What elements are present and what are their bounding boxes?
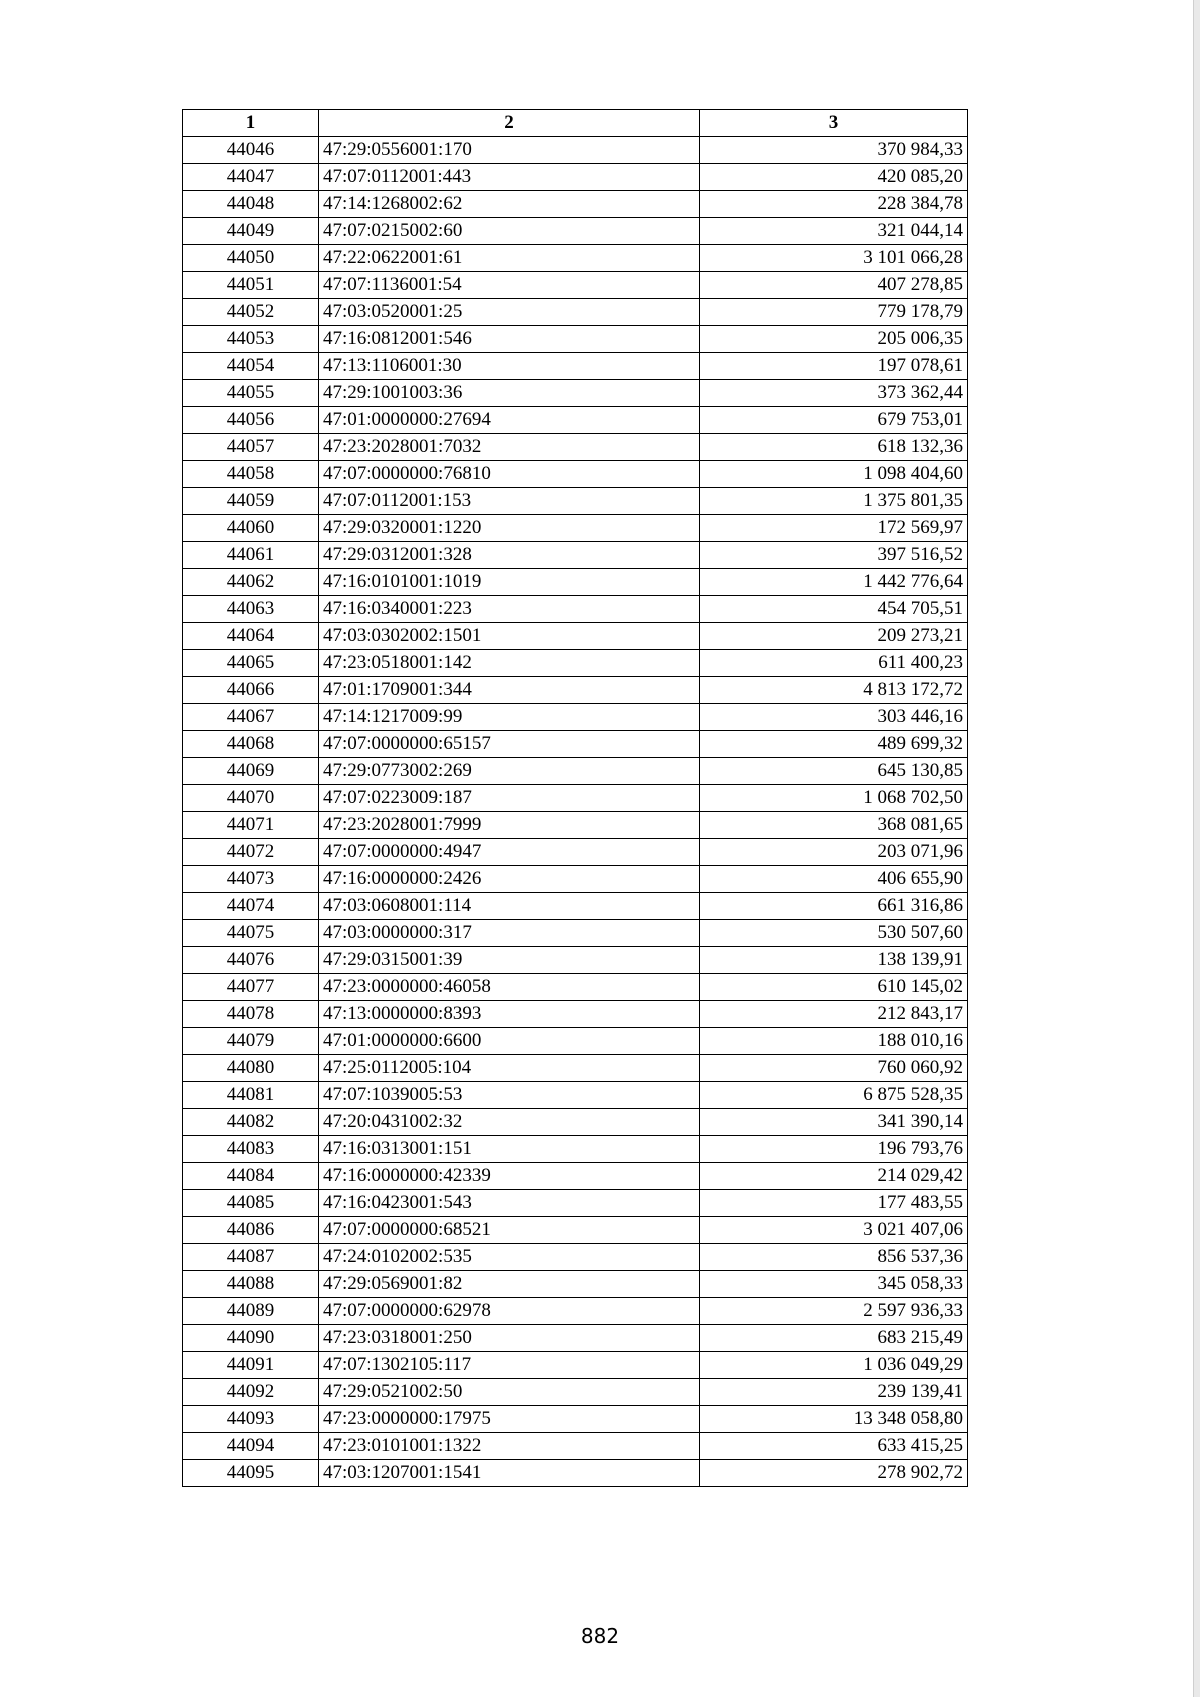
cadastral-value: 679 753,01 [700, 407, 968, 434]
table-row [183, 1271, 968, 1298]
table-row [183, 623, 968, 650]
cadastral-value: 406 655,90 [700, 866, 968, 893]
cadastral-value: 196 793,76 [700, 1136, 968, 1163]
table-row [183, 920, 968, 947]
row-number: 44051 [183, 272, 319, 299]
table-row [183, 218, 968, 245]
cadastral-value: 4 813 172,72 [700, 677, 968, 704]
cadastral-value: 6 875 528,35 [700, 1082, 968, 1109]
row-number: 44094 [183, 1433, 319, 1460]
table-row [183, 1298, 968, 1325]
table-row [183, 758, 968, 785]
table-row [183, 326, 968, 353]
table-row [183, 434, 968, 461]
cadastral-number: 47:16:0000000:2426 [319, 866, 700, 893]
cadastral-value: 856 537,36 [700, 1244, 968, 1271]
table-row [183, 1379, 968, 1406]
table-row [183, 1244, 968, 1271]
cadastral-value: 239 139,41 [700, 1379, 968, 1406]
table-row [183, 542, 968, 569]
cadastral-value: 3 021 407,06 [700, 1217, 968, 1244]
table-row [183, 1136, 968, 1163]
row-number: 44063 [183, 596, 319, 623]
table-row [183, 299, 968, 326]
row-number: 44068 [183, 731, 319, 758]
cadastral-value: 214 029,42 [700, 1163, 968, 1190]
row-number: 44065 [183, 650, 319, 677]
table-row [183, 380, 968, 407]
page-edge [1193, 0, 1200, 1697]
table-row [183, 1082, 968, 1109]
cadastral-number: 47:24:0102002:535 [319, 1244, 700, 1271]
table-row [183, 515, 968, 542]
row-number: 44046 [183, 137, 319, 164]
cadastral-number: 47:16:0340001:223 [319, 596, 700, 623]
cadastral-number: 47:29:0521002:50 [319, 1379, 700, 1406]
cadastral-number: 47:29:0569001:82 [319, 1271, 700, 1298]
cadastral-value: 197 078,61 [700, 353, 968, 380]
row-number: 44069 [183, 758, 319, 785]
row-number: 44067 [183, 704, 319, 731]
cadastral-value: 3 101 066,28 [700, 245, 968, 272]
table-row [183, 704, 968, 731]
row-number: 44095 [183, 1460, 319, 1487]
cadastral-number: 47:23:0101001:1322 [319, 1433, 700, 1460]
table-row [183, 488, 968, 515]
table-row [183, 1352, 968, 1379]
row-number: 44073 [183, 866, 319, 893]
row-number: 44058 [183, 461, 319, 488]
cadastral-value: 177 483,55 [700, 1190, 968, 1217]
table-row [183, 569, 968, 596]
cadastral-number: 47:07:1039005:53 [319, 1082, 700, 1109]
table-row [183, 191, 968, 218]
cadastral-number: 47:07:1136001:54 [319, 272, 700, 299]
table-row [183, 137, 968, 164]
row-number: 44092 [183, 1379, 319, 1406]
row-number: 44062 [183, 569, 319, 596]
header-col-1: 1 [183, 110, 319, 137]
table-row [183, 974, 968, 1001]
row-number: 44072 [183, 839, 319, 866]
cadastral-value: 1 098 404,60 [700, 461, 968, 488]
cadastral-number: 47:16:0101001:1019 [319, 569, 700, 596]
row-number: 44084 [183, 1163, 319, 1190]
table-header [183, 110, 968, 137]
row-number: 44077 [183, 974, 319, 1001]
cadastral-value: 373 362,44 [700, 380, 968, 407]
cadastral-number: 47:29:1001003:36 [319, 380, 700, 407]
cadastral-number: 47:07:0000000:65157 [319, 731, 700, 758]
cadastral-number: 47:29:0773002:269 [319, 758, 700, 785]
cadastral-number: 47:07:0223009:187 [319, 785, 700, 812]
cadastral-value: 303 446,16 [700, 704, 968, 731]
row-number: 44061 [183, 542, 319, 569]
cadastral-number: 47:07:0000000:76810 [319, 461, 700, 488]
table-row [183, 839, 968, 866]
cadastral-number: 47:20:0431002:32 [319, 1109, 700, 1136]
row-number: 44057 [183, 434, 319, 461]
row-number: 44049 [183, 218, 319, 245]
row-number: 44048 [183, 191, 319, 218]
cadastral-value: 278 902,72 [700, 1460, 968, 1487]
cadastral-number: 47:23:0318001:250 [319, 1325, 700, 1352]
cadastral-value: 633 415,25 [700, 1433, 968, 1460]
cadastral-number: 47:29:0320001:1220 [319, 515, 700, 542]
table-row [183, 245, 968, 272]
header-col-3: 3 [700, 110, 968, 137]
cadastral-value: 530 507,60 [700, 920, 968, 947]
row-number: 44089 [183, 1298, 319, 1325]
table-row [183, 1217, 968, 1244]
row-number: 44093 [183, 1406, 319, 1433]
cadastral-value: 1 036 049,29 [700, 1352, 968, 1379]
cadastral-value: 645 130,85 [700, 758, 968, 785]
cadastral-value: 1 068 702,50 [700, 785, 968, 812]
cadastral-value: 368 081,65 [700, 812, 968, 839]
table-row [183, 164, 968, 191]
cadastral-number: 47:01:1709001:344 [319, 677, 700, 704]
cadastral-number: 47:01:0000000:6600 [319, 1028, 700, 1055]
cadastral-number: 47:01:0000000:27694 [319, 407, 700, 434]
cadastral-number: 47:07:0000000:4947 [319, 839, 700, 866]
table-row [183, 677, 968, 704]
table-row [183, 785, 968, 812]
row-number: 44060 [183, 515, 319, 542]
cadastral-number: 47:03:0608001:114 [319, 893, 700, 920]
row-number: 44053 [183, 326, 319, 353]
cadastral-value: 611 400,23 [700, 650, 968, 677]
cadastral-value: 212 843,17 [700, 1001, 968, 1028]
table-row [183, 731, 968, 758]
table-row [183, 353, 968, 380]
cadastral-number: 47:07:0112001:153 [319, 488, 700, 515]
cadastral-value: 407 278,85 [700, 272, 968, 299]
cadastral-number: 47:07:0000000:68521 [319, 1217, 700, 1244]
cadastral-value: 205 006,35 [700, 326, 968, 353]
table-body [183, 137, 968, 1487]
cadastral-number: 47:16:0812001:546 [319, 326, 700, 353]
cadastral-value: 341 390,14 [700, 1109, 968, 1136]
row-number: 44050 [183, 245, 319, 272]
table-row [183, 866, 968, 893]
cadastral-number: 47:23:0518001:142 [319, 650, 700, 677]
cadastral-value: 321 044,14 [700, 218, 968, 245]
cadastral-value: 420 085,20 [700, 164, 968, 191]
row-number: 44052 [183, 299, 319, 326]
row-number: 44081 [183, 1082, 319, 1109]
row-number: 44079 [183, 1028, 319, 1055]
cadastral-number: 47:07:1302105:117 [319, 1352, 700, 1379]
cadastral-value: 454 705,51 [700, 596, 968, 623]
row-number: 44054 [183, 353, 319, 380]
cadastral-number: 47:23:2028001:7999 [319, 812, 700, 839]
row-number: 44078 [183, 1001, 319, 1028]
row-number: 44087 [183, 1244, 319, 1271]
row-number: 44082 [183, 1109, 319, 1136]
cadastral-number: 47:29:0312001:328 [319, 542, 700, 569]
row-number: 44091 [183, 1352, 319, 1379]
cadastral-number: 47:13:0000000:8393 [319, 1001, 700, 1028]
row-number: 44047 [183, 164, 319, 191]
cadastral-number: 47:07:0000000:62978 [319, 1298, 700, 1325]
row-number: 44090 [183, 1325, 319, 1352]
cadastral-number: 47:14:1217009:99 [319, 704, 700, 731]
cadastral-value: 683 215,49 [700, 1325, 968, 1352]
header-col-2: 2 [319, 110, 700, 137]
cadastral-value: 618 132,36 [700, 434, 968, 461]
table-row [183, 1028, 968, 1055]
table-row [183, 1325, 968, 1352]
row-number: 44080 [183, 1055, 319, 1082]
table-row [183, 893, 968, 920]
cadastral-value: 661 316,86 [700, 893, 968, 920]
cadastral-number: 47:23:0000000:17975 [319, 1406, 700, 1433]
cadastral-number: 47:23:0000000:46058 [319, 974, 700, 1001]
table-row [183, 1433, 968, 1460]
row-number: 44075 [183, 920, 319, 947]
row-number: 44059 [183, 488, 319, 515]
cadastral-number: 47:29:0556001:170 [319, 137, 700, 164]
row-number: 44085 [183, 1190, 319, 1217]
cadastral-number: 47:29:0315001:39 [319, 947, 700, 974]
table-row [183, 650, 968, 677]
cadastral-number: 47:22:0622001:61 [319, 245, 700, 272]
cadastral-value: 760 060,92 [700, 1055, 968, 1082]
cadastral-value: 138 139,91 [700, 947, 968, 974]
header-row [183, 110, 968, 137]
cadastral-value: 2 597 936,33 [700, 1298, 968, 1325]
cadastral-value: 1 442 776,64 [700, 569, 968, 596]
row-number: 44076 [183, 947, 319, 974]
cadastral-number: 47:25:0112005:104 [319, 1055, 700, 1082]
table-row [183, 272, 968, 299]
row-number: 44088 [183, 1271, 319, 1298]
cadastral-value: 13 348 058,80 [700, 1406, 968, 1433]
cadastral-value: 610 145,02 [700, 974, 968, 1001]
table-row [183, 812, 968, 839]
table-row [183, 461, 968, 488]
row-number: 44056 [183, 407, 319, 434]
row-number: 44071 [183, 812, 319, 839]
row-number: 44055 [183, 380, 319, 407]
page-number: 882 [580, 1624, 620, 1648]
cadastral-number: 47:03:0302002:1501 [319, 623, 700, 650]
cadastral-number: 47:07:0215002:60 [319, 218, 700, 245]
cadastral-number: 47:03:0520001:25 [319, 299, 700, 326]
cadastral-number: 47:16:0313001:151 [319, 1136, 700, 1163]
table-row [183, 1055, 968, 1082]
cadastral-value: 779 178,79 [700, 299, 968, 326]
table-row [183, 1163, 968, 1190]
cadastral-value: 370 984,33 [700, 137, 968, 164]
cadastral-number: 47:13:1106001:30 [319, 353, 700, 380]
row-number: 44086 [183, 1217, 319, 1244]
cadastral-value: 345 058,33 [700, 1271, 968, 1298]
cadastral-number: 47:03:0000000:317 [319, 920, 700, 947]
table-row [183, 1001, 968, 1028]
cadastral-value: 228 384,78 [700, 191, 968, 218]
cadastral-number: 47:16:0423001:543 [319, 1190, 700, 1217]
table-row [183, 596, 968, 623]
row-number: 44083 [183, 1136, 319, 1163]
row-number: 44064 [183, 623, 319, 650]
table-row [183, 1109, 968, 1136]
cadastral-value: 203 071,96 [700, 839, 968, 866]
row-number: 44066 [183, 677, 319, 704]
table-row [183, 1406, 968, 1433]
cadastral-number: 47:16:0000000:42339 [319, 1163, 700, 1190]
table-row [183, 407, 968, 434]
cadastral-number: 47:23:2028001:7032 [319, 434, 700, 461]
cadastral-number: 47:03:1207001:1541 [319, 1460, 700, 1487]
cadastral-value: 209 273,21 [700, 623, 968, 650]
cadastral-number: 47:07:0112001:443 [319, 164, 700, 191]
cadastral-number: 47:14:1268002:62 [319, 191, 700, 218]
row-number: 44074 [183, 893, 319, 920]
cadastral-value: 1 375 801,35 [700, 488, 968, 515]
cadastral-value: 172 569,97 [700, 515, 968, 542]
cadastral-value-table [182, 109, 968, 1487]
table-row [183, 1460, 968, 1487]
cadastral-value: 489 699,32 [700, 731, 968, 758]
row-number: 44070 [183, 785, 319, 812]
table-row [183, 1190, 968, 1217]
cadastral-value: 397 516,52 [700, 542, 968, 569]
table-row [183, 947, 968, 974]
cadastral-value: 188 010,16 [700, 1028, 968, 1055]
